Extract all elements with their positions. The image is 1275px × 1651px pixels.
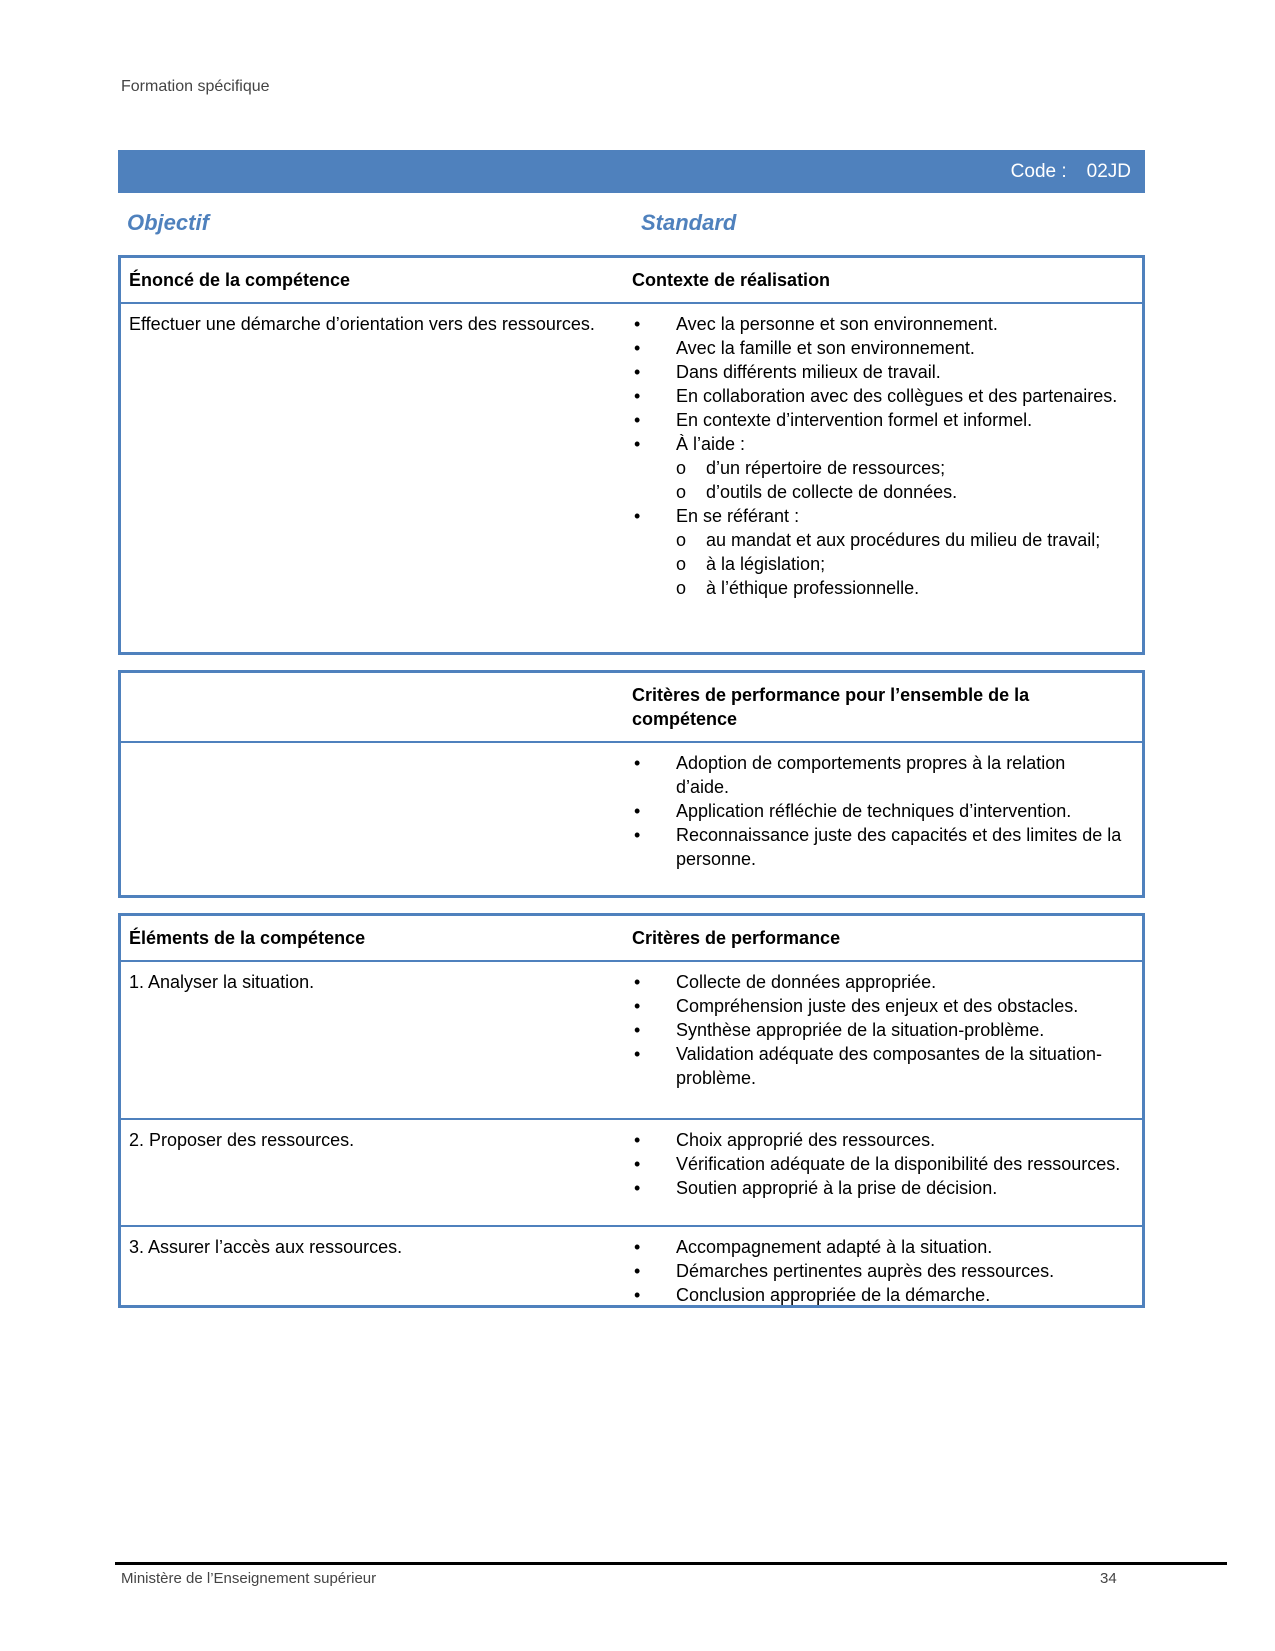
context-list	[632, 312, 1122, 600]
context-item: • Avec la famille et son environnement.	[632, 336, 1122, 360]
footer-ministry: Ministère de l’Enseignement supérieur	[121, 1570, 377, 1587]
element-label: 3. Assurer l’accès aux ressources.	[129, 1237, 403, 1257]
criterion: • Synthèse appropriée de la situation-problème.	[632, 1018, 1122, 1042]
criteria-list	[632, 1235, 1122, 1307]
competence-table-body	[121, 304, 1142, 600]
referant-subitem: o à l’éthique professionnelle.	[676, 576, 1122, 600]
criterion: • Collecte de données appropriée.	[632, 970, 1122, 994]
global-criteria-body	[121, 743, 1142, 871]
global-criteria-header-row	[121, 673, 1142, 743]
aide-subitem: o d’outils de collecte de données.	[676, 480, 1122, 504]
standard-heading: Standard	[641, 210, 737, 235]
criterion: • Soutien approprié à la prise de décision.	[632, 1176, 1122, 1200]
element-row	[121, 1227, 1142, 1307]
elements-table-header	[121, 916, 1142, 962]
criteria-header: Critères de performance	[632, 927, 841, 948]
global-criterion: • Reconnaissance juste des capacités et des limites de la personne.	[632, 823, 1122, 871]
page-number: 34	[1100, 1570, 1117, 1587]
aide-sublist	[676, 456, 1122, 504]
context-item: • En collaboration avec des collègues et des partenaires.	[632, 384, 1122, 408]
objectif-heading: Objectif	[127, 210, 209, 235]
code-label: Code :	[1010, 160, 1067, 182]
criterion: • Conclusion appropriée de la démarche.	[632, 1283, 1122, 1307]
element-label: 2. Proposer des ressources.	[129, 1130, 355, 1150]
global-criteria-table	[118, 670, 1145, 898]
criterion: • Validation adéquate des composantes de la situation-problème.	[632, 1042, 1122, 1090]
aide-label: À l’aide :	[676, 434, 746, 454]
criteria-list	[632, 970, 1122, 1090]
referant-sublist	[676, 528, 1122, 600]
criterion: • Compréhension juste des enjeux et des obstacles.	[632, 994, 1122, 1018]
context-item: • En contexte d’intervention formel et informel.	[632, 408, 1122, 432]
global-criterion: • Application réfléchie de techniques d’intervention.	[632, 799, 1122, 823]
footer-rule	[115, 1562, 1227, 1565]
competence-statement: Effectuer une démarche d’orientation vers des ressources.	[129, 314, 595, 334]
context-item: • Dans différents milieux de travail.	[632, 360, 1122, 384]
code-bar	[118, 150, 1145, 193]
global-criteria-header: Critères de performance pour l’ensemble de la compétence	[632, 685, 1030, 729]
context-header: Contexte de réalisation	[632, 269, 831, 290]
criterion: • Vérification adéquate de la disponibilité des ressources.	[632, 1152, 1122, 1176]
competence-table	[118, 255, 1145, 655]
context-item: • Avec la personne et son environnement.	[632, 312, 1122, 336]
elements-table	[118, 913, 1145, 1308]
element-label: 1. Analyser la situation.	[129, 972, 315, 992]
competence-table-header	[121, 258, 1142, 304]
global-criteria-list	[632, 751, 1122, 871]
criterion: • Démarches pertinentes auprès des ressources.	[632, 1259, 1122, 1283]
criteria-list	[632, 1128, 1122, 1200]
referant-subitem: o à la législation;	[676, 552, 1122, 576]
criterion: • Accompagnement adapté à la situation.	[632, 1235, 1122, 1259]
global-criterion: • Adoption de comportements propres à la relation d’aide.	[632, 751, 1122, 799]
context-item-referant	[632, 504, 1122, 600]
criterion: • Choix approprié des ressources.	[632, 1128, 1122, 1152]
element-row	[121, 1120, 1142, 1227]
context-item-aide	[632, 432, 1122, 504]
referant-subitem: o au mandat et aux procédures du milieu de travail;	[676, 528, 1122, 552]
referant-label: En se référant :	[676, 506, 800, 526]
statement-header: Énoncé de la compétence	[129, 269, 351, 290]
element-row	[121, 962, 1142, 1120]
aide-subitem: o d’un répertoire de ressources;	[676, 456, 1122, 480]
page-header-label: Formation spécifique	[121, 78, 270, 95]
elements-header: Éléments de la compétence	[129, 927, 366, 948]
code-value: 02JD	[1086, 160, 1131, 182]
